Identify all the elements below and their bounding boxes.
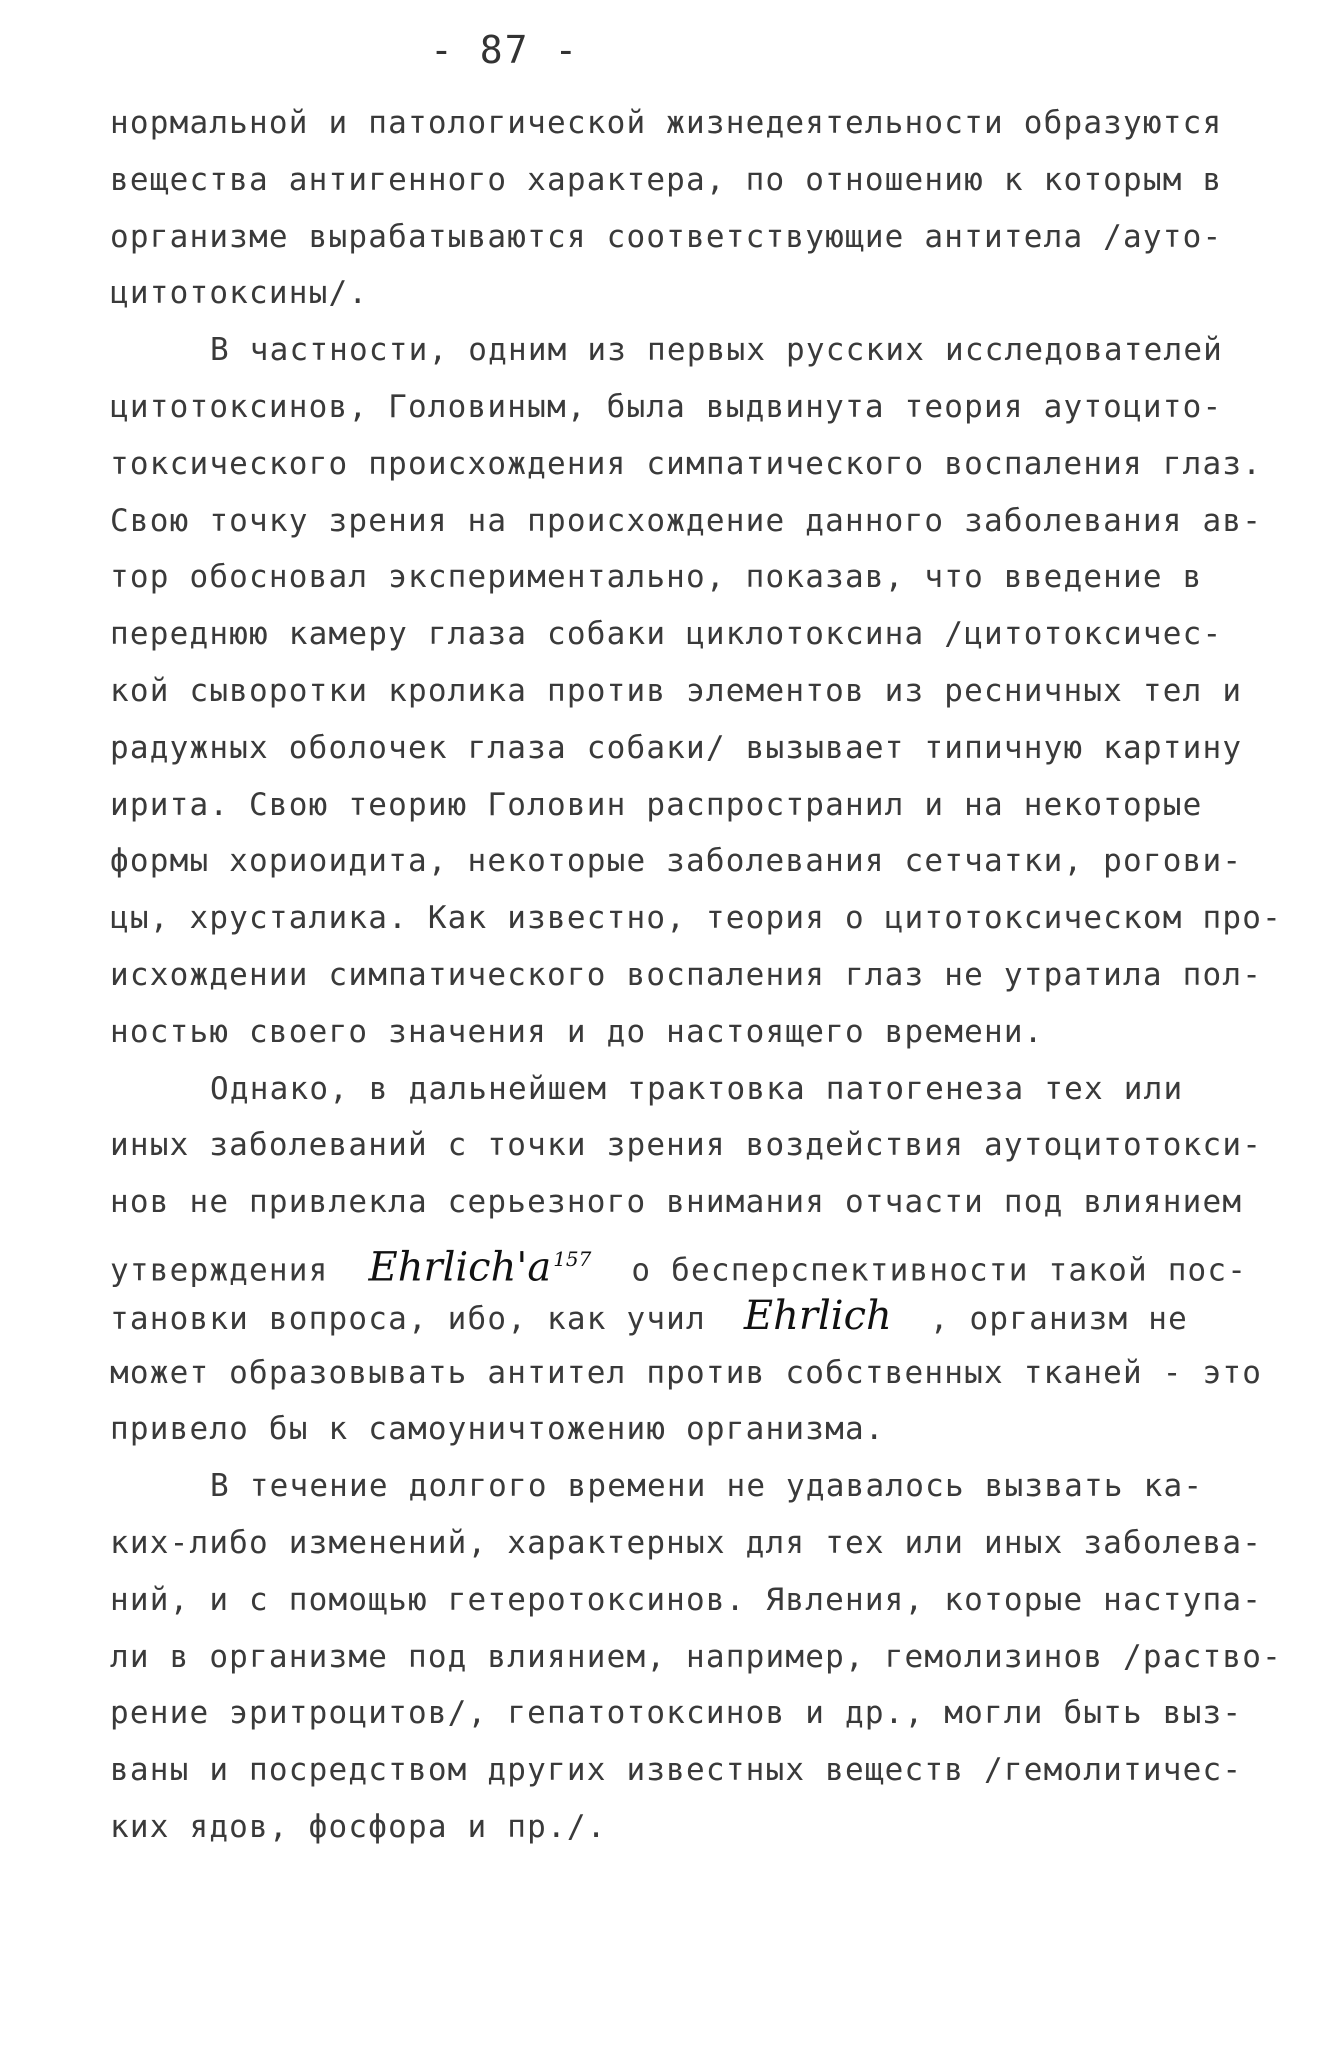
line-segment: тановки вопроса, ибо, как учил — [110, 1300, 706, 1337]
text-line: ваны и посредством других известных веществ /гемолитичес- — [110, 1752, 1243, 1789]
line-segment: о бесперспективности такой пос- — [631, 1252, 1248, 1289]
text-line: может образовывать антител против собственных тканей - это — [110, 1354, 1263, 1391]
text-line: ний, и с помощью гетеротоксинов. Явления, которые наступа- — [110, 1581, 1263, 1618]
page-number: - 87 - — [430, 28, 580, 72]
text-line: ностью своего значения и до настоящего времени. — [110, 1013, 1044, 1050]
text-line: исхождении симпатического воспаления глаз не утратила пол- — [110, 956, 1263, 993]
text-line: переднюю камеру глаза собаки циклотоксина /цитотоксичес- — [110, 616, 1223, 653]
text-line: Однако, в дальнейшем трактовка патогенеза тех или — [210, 1070, 1184, 1107]
handwritten-name — [369, 1231, 592, 1296]
text-line: тор обосновал экспериментально, показав, что введение в — [110, 559, 1203, 596]
text-line: токсического происхождения симпатического воспаления глаз. — [110, 445, 1263, 482]
text-line: цитотоксины/. — [110, 275, 369, 312]
text-line: Свою точку зрения на происхождение данного заболевания ав- — [110, 502, 1263, 539]
text-line: кой сыворотки кролика против элементов из ресничных тел и — [110, 672, 1243, 709]
line-segment: , организм не — [929, 1300, 1188, 1337]
text-line: организме вырабатываются соответствующие антитела /ауто- — [110, 218, 1223, 255]
text-line: ких ядов, фосфора и пр./. — [110, 1808, 607, 1845]
text-line: ли в организме под влиянием, например, гемолизинов /раство- — [110, 1638, 1282, 1675]
text-line: иных заболеваний с точки зрения воздействия аутоцитотокси- — [110, 1127, 1263, 1164]
text-line: нов не привлекла серьезного внимания отчасти под влиянием — [110, 1184, 1243, 1221]
text-line: радужных оболочек глаза собаки/ вызывает типичную картину — [110, 729, 1243, 766]
text-line-with-handwriting — [110, 1288, 1230, 1345]
text-line: цитотоксинов, Головиным, была выдвинута теория аутоцито- — [110, 388, 1223, 425]
text-line: привело бы к самоуничтожению организма. — [110, 1411, 885, 1448]
reference-number: 157 — [553, 1246, 592, 1271]
line-segment: утверждения — [110, 1252, 329, 1289]
text-line: рение эритроцитов/, гепатотоксинов и др., могли быть выз- — [110, 1695, 1243, 1732]
text-line-with-handwriting — [110, 1231, 1248, 1291]
handwritten-text: Ehrlich'a — [368, 1244, 552, 1291]
text-line: формы хориоидита, некоторые заболевания сетчатки, рогови- — [110, 843, 1243, 880]
text-line: нормальной и патологической жизнедеятельности образуются — [110, 105, 1223, 141]
text-line: В течение долгого времени не удавалось вызвать ка- — [210, 1468, 1204, 1505]
body-text — [110, 95, 1282, 1856]
text-line: ких-либо изменений, характерных для тех или иных заболева- — [110, 1524, 1263, 1561]
handwritten-name: Ehrlich — [743, 1292, 892, 1339]
text-line: ирита. Свою теорию Головин распространил и на некоторые — [110, 786, 1203, 823]
text-line: вещества антигенного характера, по отношению к которым в — [110, 161, 1223, 198]
text-line: В частности, одним из первых русских исследователей — [210, 332, 1224, 369]
text-line: цы, хрусталика. Как известно, теория о цитотоксическом про- — [110, 900, 1282, 937]
